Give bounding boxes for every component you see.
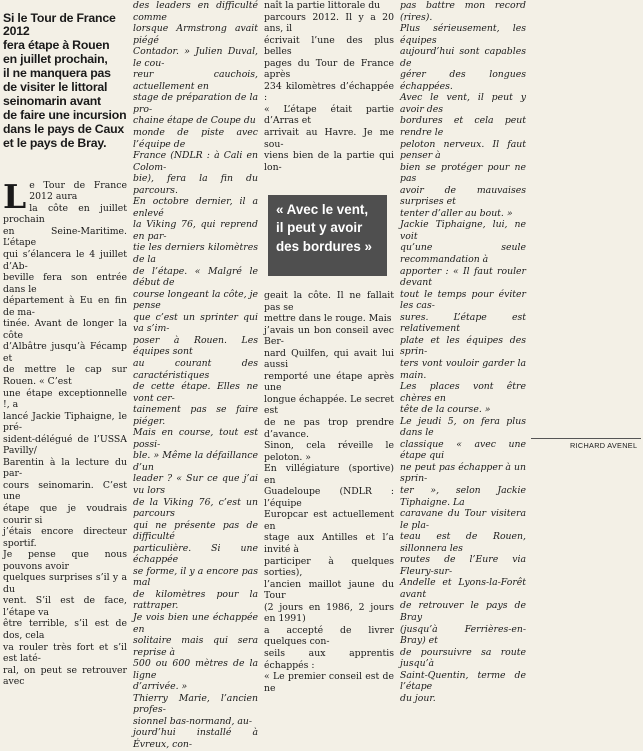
drop-cap: L (3, 176, 27, 216)
column-1-text: e Tour de France 2012 aura la côte en juillet prochain en Seine-Maritime. L’étape qui s’élancera le 4 juillet d’Ab- beville fera son entrée dans le département à Eu en fin de ma- tinée. Avant de longer la côte d’Albâtre jusqu’à Fécamp et de mettre le cap sur Rouen. « C’est une étape exceptionnelle !, a lancé Jackie Tiphaigne, le pré- sident-délégué de l’USSA Pavilly/ Barentin à la lecture du par- cours seinomarin. C’est une étape que je voudrais courir si j’étais encore directeur sportif. Je pense que nous pouvons avoir quelques surprises s’il y a du vent. S’il est de face, l’étape va être terrible, s’il est de dos, cela va rouler très fort et s’il est laté- ral, on peut se retrouver avec (3, 179, 127, 688)
pull-quote: « Avec le vent, il peut y avoir des bordures » (268, 195, 387, 276)
column-4: pas battre mon record (rires). Plus sérieusement, les équipes aujourd’hui sont capables de gérer des longues échappées. Avec le vent, il peut y avoir des bordures et cela peut rendre le peloton nerveux. Il faut penser à bien se protéger pour ne pas avoir de mauvaises surprises et tenter d’aller au bout. » Jackie Tiphaigne, lui, ne voit qu’une seule recommandation à apporter : « Il faut rouler devant tout le temps pour éviter les cas- sures. L’étape est relativement plate et les équipes des sprin- ters vont vouloir garder la main. Les places vont être chères en tête de la course. » Le jeudi 5, on fera plus dans le classique « avec une étape qui ne peut pas échapper à un sprin- ter », selon Jackie Tiphaigne. La caravane du Tour visitera le pla- teau est de Rouen, sillonnera les routes de l’Eure via Fleury-sur- Andelle et Lyons-la-Forêt avant de retrouver le pays de Bray (jusqu’à Ferrières-en-Bray) et de poursuivre sa route jusqu’à Saint-Quentin, terme de l’étape du jour. (400, 0, 526, 704)
author-signature: RICHARD AVENEL (570, 441, 638, 450)
article-lead: Si le Tour de France 2012 fera étape à Rouen en juillet prochain, il ne manquera pas de visiter le littoral seinomarin avant de faire une incursion dans le pays de Caux et le pays de Bray. (3, 10, 127, 150)
column-1 (3, 0, 127, 699)
column-3-bottom: geait la côte. Il ne fallait pas se mettre dans le rouge. Mais j’avais un bon conseil avec Ber- nard Quilfen, qui avait lui aussi remporté une étape après une longue échappée. Le secret est de ne pas trop prendre d’avance. Sinon, cela réveille le peloton. » En villégiature (sportive) en Guadeloupe (NDLR : l’équipe Europcar est actuellement en stage aux Antilles et l’a invité à participer à quelques sorties), l’ancien maillot jaune du Tour (2 jours en 1986, 2 jours en 1991) a accepté de livrer quelques con- seils aux apprentis échappés : « Le premier conseil est de ne (264, 290, 394, 694)
signature-rule (531, 438, 641, 439)
column-1-body (3, 168, 127, 688)
column-3-top: naît la partie littorale du parcours 2012. Il y a 20 ans, il écrivait l’une des plus belles pages du Tour de France après 234 kilomètres d’échappée : « L’étape était partie d’Arras et arrivait au Havre. Je me sou- viens bien de la partie qui lon- (264, 0, 394, 173)
column-2: des leaders en difficulté comme lorsque Armstrong avait piégé Contador. » Julien Duval, le cou- reur cauchois, actuellement en stage de préparation de la pro- chaine étape de Coupe du monde de piste avec l’équipe de France (NDLR : à Cali en Colom- bie), fera la fin du parcours. En octobre dernier, il a enlevé la Viking 76, qui reprend en par- tie les derniers kilomètres de la de l’étape. « Malgré le début de course longeant la côte, je pense que c’est un sprinter qui va s’im- poser à Rouen. Les équipes sont au courant des caractéristiques de cette étape. Elles ne vont cer- tainement pas se faire piéger. Mais en course, tout est possi- ble. » Même la défaillance d’un leader ? « Sur ce que j’ai vu lors de la Viking 76, c’est un parcours qui ne présente pas de difficulté particulière. Si une échappée se forme, il y a encore pas mal de kilomètres pour la rattraper. Je vois bien une échappée en solitaire mais qui sera reprise à 500 ou 600 mètres de la ligne d’arrivée. » Thierry Marie, l’ancien profes- sionnel bas-normand, au- jourd’hui installé à Évreux, con- (133, 0, 258, 750)
